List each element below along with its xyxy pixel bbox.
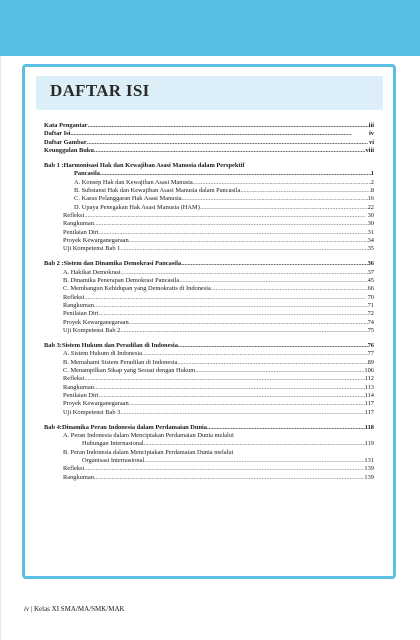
toc-entry-label: Uji Kompetensi Bab 3	[63, 408, 121, 416]
toc-entry-page: 31	[367, 228, 374, 236]
toc-entry-page: 72	[367, 310, 374, 318]
toc-entry-page: 106	[364, 367, 374, 375]
toc-entry	[44, 220, 374, 228]
chapter-leader	[181, 260, 368, 268]
toc-entry	[44, 179, 374, 187]
chapter-page: 1	[370, 170, 374, 178]
toc-entry-page: 74	[367, 318, 374, 326]
toc-entry-leader	[179, 277, 367, 285]
toc-entry-leader	[99, 229, 368, 237]
toc-entry-page: 139	[364, 473, 374, 481]
toc-entry	[44, 277, 374, 285]
toc-entry-leader	[195, 367, 364, 375]
toc-entry	[44, 375, 374, 383]
toc-entry-page: 35	[367, 245, 374, 253]
chapter-number: Bab 3:	[44, 342, 62, 350]
front-matter-entry-label: Daftar Gambar	[44, 138, 87, 146]
toc-entry-label: C. Membangun Kehidupan yang Demokratis di Indonesia	[63, 285, 211, 293]
front-matter-entry-leader	[88, 122, 369, 130]
toc-entry	[44, 474, 374, 482]
toc-entry-page: 119	[364, 440, 374, 448]
chapter-page: 76	[367, 342, 374, 350]
toc-entry-label: Rangkuman	[63, 220, 94, 228]
front-matter-entry-label: Daftar Isi	[44, 130, 71, 138]
toc-entry-leader	[182, 195, 368, 203]
front-matter-entry	[44, 139, 374, 147]
toc-entry	[44, 367, 374, 375]
chapter-number: Bab 2 :	[44, 260, 64, 268]
front-matter-entry-page: vi	[369, 138, 374, 146]
chapter-leader	[100, 170, 371, 178]
front-matter-entry-leader	[70, 130, 369, 138]
toc-entry-page: 77	[367, 350, 374, 358]
toc-entry-leader	[94, 384, 365, 392]
toc-entry-page: 30	[367, 211, 374, 219]
page-edge	[0, 0, 1, 640]
toc-entry-page: 2	[370, 178, 374, 186]
front-matter-entry-leader	[94, 147, 366, 155]
toc-entry-leader	[200, 204, 368, 212]
toc-entry-leader	[129, 237, 368, 245]
toc-entry-leader	[211, 285, 368, 293]
toc-entry-page: 22	[367, 203, 374, 211]
toc-entry-leader	[94, 302, 368, 310]
front-matter-entry-label: Keunggulan Buku	[44, 146, 94, 154]
toc-entry-label: A. Hakikat Demokrasi	[63, 268, 121, 276]
toc-entry-page: 34	[367, 236, 374, 244]
front-matter-entry	[44, 147, 374, 155]
toc-entry-page: 71	[367, 301, 374, 309]
toc-entry-page: 37	[367, 268, 374, 276]
toc-entry-leader	[84, 465, 364, 473]
toc-entry-label: Proyek Kewarganegaraan	[63, 236, 129, 244]
toc-entry-page: 114	[364, 391, 374, 399]
chapter-title: Sistem Hukum dan Peradilan di Indonesia	[61, 342, 178, 350]
toc-entry-page: 131	[364, 456, 374, 464]
toc-entry-leader	[129, 319, 368, 327]
toc-entry	[44, 229, 374, 237]
toc-entry-page: 75	[367, 326, 374, 334]
chapter-title-cont: Pancasila	[74, 170, 100, 178]
toc-entry-label: Proyek Kewarganegaraan	[63, 400, 129, 408]
toc-entry-label: B. Substansi Hak dan Kewajiban Asasi Manusia dalam Pancasila	[74, 187, 241, 195]
toc-entry-label: C. Kasus Pelanggaran Hak Asasi Manusia	[74, 195, 182, 203]
toc-entry	[44, 465, 374, 473]
toc-entry-page: 8	[370, 187, 374, 195]
section-gap	[44, 155, 374, 162]
toc-entry-leader	[99, 310, 368, 318]
toc-entry	[44, 294, 374, 302]
chapter-number: Bab 1 :	[44, 162, 64, 170]
toc-entry	[44, 384, 374, 392]
footer-separator: |	[29, 605, 34, 613]
toc-entry	[44, 440, 374, 448]
page-title: DAFTAR ISI	[50, 81, 150, 100]
toc-entry-page: 70	[367, 293, 374, 301]
title-bar	[36, 76, 383, 110]
toc-entry-label: Proyek Kewarganegaraan	[63, 318, 129, 326]
chapter-heading	[44, 162, 374, 170]
toc-entry	[44, 245, 374, 253]
toc-entry-label: C. Menampilkan Sikap yang Sesuai dengan Hukum	[63, 367, 196, 375]
toc-entry-leader	[120, 409, 364, 417]
front-matter-entry-leader	[87, 139, 369, 147]
toc-entry	[44, 392, 374, 400]
toc-entry-label: D. Upaya Penegakan Hak Asasi Manusia (HAM)	[74, 203, 200, 211]
front-matter-entry-page: viii	[365, 146, 374, 154]
toc-entry	[44, 327, 374, 335]
toc-entry	[44, 319, 374, 327]
table-of-contents	[44, 122, 374, 482]
toc-entry-page: 89	[367, 358, 374, 366]
toc-entry-page: 139	[364, 465, 374, 473]
toc-entry-label: Rangkuman	[63, 301, 94, 309]
toc-entry-leader	[142, 350, 368, 358]
toc-entry	[44, 457, 374, 465]
toc-entry-page: 16	[367, 195, 374, 203]
section-gap	[44, 335, 374, 342]
front-matter-entry-label: Kata Pengantar	[44, 122, 88, 129]
page-footer	[24, 605, 125, 613]
toc-entry-label: B. Dinamika Penerapan Demokrasi Pancasila	[63, 277, 180, 285]
toc-entry-leader	[193, 179, 371, 187]
toc-entry-label: Hubungan Internasional	[82, 440, 144, 448]
toc-entry-leader	[84, 212, 367, 220]
toc-entry-leader	[144, 440, 365, 448]
toc-entry-page: 113	[364, 383, 374, 391]
toc-entry-leader	[129, 400, 365, 408]
toc-entry-leader	[84, 375, 364, 383]
toc-entry-label: Organisasi Internasional	[82, 456, 145, 464]
toc-entry	[44, 350, 374, 358]
chapter-title: Dinamika Peran Indonesia dalam Perdamaian Dunia	[61, 423, 207, 431]
chapter-heading-cont	[44, 170, 374, 178]
toc-entry	[44, 432, 374, 440]
toc-entry-label: Refleksi	[63, 211, 85, 219]
toc-entry-label: A. Peran Indonesia dalam Menciptakan Perdamaian Dunia melalui	[63, 432, 234, 440]
toc-entry-label: Penilaian Diri	[63, 228, 99, 236]
toc-entry	[44, 187, 374, 195]
toc-entry	[44, 212, 374, 220]
section-gap	[44, 253, 374, 260]
front-matter-entry	[44, 122, 374, 130]
toc-entry-page: 117	[364, 400, 374, 408]
toc-entry	[44, 449, 374, 457]
toc-entry-leader	[120, 327, 367, 335]
toc-entry-leader	[240, 187, 370, 195]
chapter-heading	[44, 260, 374, 268]
toc-entry-leader	[84, 294, 367, 302]
toc-entry-label: Uji Kompetensi Bab 1	[63, 245, 121, 253]
toc-entry-label: B. Memahami Sistem Peradilan di Indonesia	[63, 358, 178, 366]
toc-entry-label: Refleksi	[63, 293, 85, 301]
toc-entry	[44, 359, 374, 367]
section-gap	[44, 417, 374, 424]
chapter-leader	[178, 342, 368, 350]
footer-text: Kelas XI SMA/MA/SMK/MAK	[33, 605, 125, 613]
toc-entry-label: Refleksi	[63, 375, 85, 383]
footer-page-number: iv	[24, 605, 30, 613]
toc-entry-page: 45	[367, 277, 374, 285]
toc-entry-page: 30	[367, 220, 374, 228]
toc-entry	[44, 285, 374, 293]
chapter-page: 36	[367, 260, 374, 268]
toc-entry-leader	[144, 457, 364, 465]
toc-entry	[44, 400, 374, 408]
toc-entry	[44, 310, 374, 318]
toc-entry-label: Refleksi	[63, 465, 85, 473]
toc-entry-label: Penilaian Diri	[63, 310, 99, 318]
toc-entry-page: 117	[364, 408, 374, 416]
toc-entry-label: A. Konsep Hak dan Kewajiban Asasi Manusia	[74, 178, 193, 186]
toc-entry	[44, 195, 374, 203]
toc-entry-leader	[120, 245, 367, 253]
toc-entry-leader	[177, 359, 367, 367]
toc-entry-page: 112	[364, 375, 374, 383]
front-matter-entry-page: iv	[369, 130, 374, 138]
chapter-number: Bab 4:	[44, 423, 62, 431]
toc-entry-label: A. Sistem Hukum di Indonesia	[63, 350, 142, 358]
chapter-page: 118	[364, 423, 374, 431]
toc-entry	[44, 302, 374, 310]
toc-entry-page: 66	[367, 285, 374, 293]
toc-entry	[44, 204, 374, 212]
toc-entry-label: Rangkuman	[63, 473, 94, 481]
toc-entry-label: B. Peran Indonesia dalam Menciptakan Perdamaian Dunia melalui	[63, 448, 234, 456]
front-matter-entry-page: iii	[368, 122, 374, 129]
toc-entry-leader	[121, 269, 368, 277]
toc-entry-leader	[94, 474, 365, 482]
chapter-leader	[207, 424, 365, 432]
front-matter-entry	[44, 130, 374, 138]
toc-entry	[44, 237, 374, 245]
chapter-title: Harmonisasi Hak dan Kewajiban Asasi Manusia dalam Perspektif	[63, 162, 245, 170]
chapter-heading	[44, 342, 374, 350]
chapter-title: Sistem dan Dinamika Demokrasi Pancasila	[63, 260, 182, 268]
header-band	[0, 0, 420, 56]
toc-entry-label: Uji Kompetensi Bab 2	[63, 326, 121, 334]
toc-entry-label: Penilaian Diri	[63, 391, 99, 399]
toc-entry	[44, 409, 374, 417]
toc-entry-label: Rangkuman	[63, 383, 94, 391]
toc-entry-leader	[99, 392, 365, 400]
toc-entry-leader	[94, 220, 368, 228]
toc-entry	[44, 269, 374, 277]
chapter-heading	[44, 424, 374, 432]
